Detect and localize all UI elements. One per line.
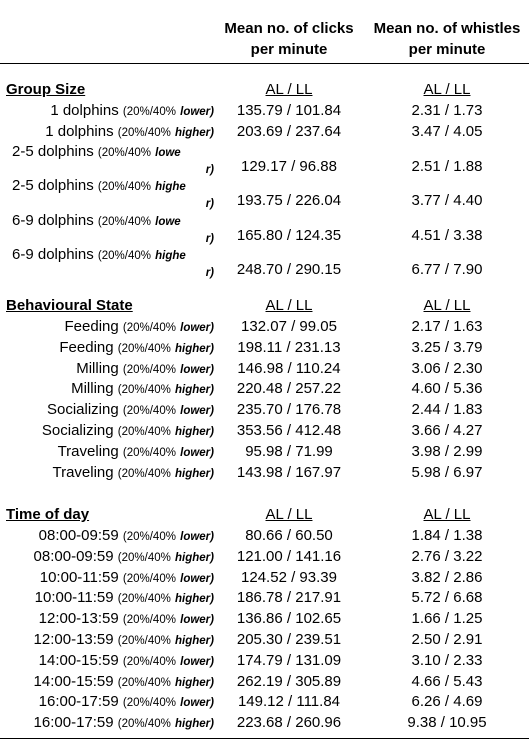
percent-label: (20%/40% [122, 446, 176, 459]
percent-label: (20%/40% [122, 614, 176, 627]
whistles-value: 2.44 / 1.83 [411, 401, 483, 419]
level-label: lowe [155, 146, 181, 159]
clicks-value: 143.98 / 167.97 [236, 463, 342, 481]
level-label-cont: r) [205, 198, 214, 211]
level-label: higher) [175, 676, 214, 689]
section-title: Time of day [6, 506, 90, 523]
whistles-value: 2.17 / 1.63 [411, 318, 483, 335]
whistles-value: 5.98 / 6.97 [411, 463, 483, 481]
group-name: Feeding [64, 318, 119, 335]
whistles-value: 3.98 / 2.99 [411, 442, 483, 460]
percent-label: (20%/40% [97, 250, 151, 263]
clicks-value: 165.80 / 124.35 [236, 226, 342, 244]
whistles-value: 2.51 / 1.88 [411, 157, 483, 175]
whistles-value: 2.31 / 1.73 [411, 102, 483, 119]
group-name: 16:00-17:59 [33, 714, 114, 732]
percent-label: (20%/40% [117, 718, 171, 731]
group-name: Milling [76, 359, 119, 377]
level-label: lower) [180, 572, 214, 585]
clicks-value: 132.07 / 99.05 [241, 318, 337, 335]
clicks-value: 205.30 / 239.51 [236, 631, 342, 648]
header-whistles: Mean no. of whistles per minute [373, 20, 521, 58]
level-label: lower) [180, 614, 214, 627]
percent-label: (20%/40% [117, 384, 171, 397]
level-label: higher) [175, 718, 214, 731]
group-name: 1 dolphins [45, 122, 114, 140]
percent-label: (20%/40% [117, 676, 171, 689]
row-label [4, 177, 214, 213]
row-label-line1 [4, 212, 214, 231]
level-label: higher) [175, 342, 214, 355]
row-label-line1 [4, 177, 214, 196]
clicks-value: 235.70 / 176.78 [236, 401, 342, 419]
percent-label: (20%/40% [117, 593, 171, 606]
row-label [4, 401, 214, 420]
level-label: higher) [175, 384, 214, 397]
row-label [4, 652, 214, 671]
level-label: highe [155, 250, 186, 263]
clicks-value: 193.75 / 226.04 [236, 192, 342, 210]
row-label [4, 631, 214, 650]
row-label [4, 246, 214, 282]
clicks-value: 223.68 / 260.96 [236, 714, 342, 732]
row-label [4, 589, 214, 608]
whistles-value: 3.47 / 4.05 [411, 122, 483, 140]
percent-label: (20%/40% [117, 635, 171, 647]
row-label [4, 318, 214, 337]
level-label: higher) [175, 126, 214, 139]
row-label [4, 123, 214, 142]
whistles-value: 1.66 / 1.25 [411, 610, 483, 628]
percent-label: (20%/40% [122, 572, 176, 585]
whistles-value: 4.51 / 3.38 [411, 226, 483, 244]
level-label: lowe [155, 215, 181, 228]
percent-label: (20%/40% [117, 126, 171, 139]
group-name: Feeding [59, 338, 114, 356]
clicks-value: 220.48 / 257.22 [236, 380, 342, 398]
group-name: 14:00-15:59 [33, 672, 114, 690]
clicks-value: 135.79 / 101.84 [236, 102, 342, 119]
group-name: 6-9 dolphins [12, 211, 94, 229]
clicks-subheader: AL / LL [265, 297, 313, 314]
header-rule [0, 63, 529, 64]
percent-label: (20%/40% [122, 697, 176, 710]
row-label [4, 380, 214, 399]
clicks-subheader: AL / LL [265, 81, 313, 98]
percent-label: (20%/40% [117, 426, 171, 438]
whistles-value: 3.66 / 4.27 [411, 422, 483, 439]
section-title: Group Size [6, 81, 86, 98]
row-label [4, 143, 214, 179]
row-label [4, 673, 214, 692]
row-label [4, 102, 214, 121]
whistles-value: 3.10 / 2.33 [411, 651, 483, 669]
bottom-rule [0, 738, 529, 739]
whistles-value: 2.76 / 3.22 [411, 547, 483, 565]
section-title: Behavioural State [6, 297, 133, 314]
group-name: 08:00-09:59 [33, 547, 114, 565]
row-label [4, 610, 214, 629]
level-label: lower) [180, 446, 214, 459]
whistles-value: 9.38 / 10.95 [407, 714, 487, 732]
group-name: 2-5 dolphins [12, 177, 94, 195]
percent-label: (20%/40% [97, 181, 151, 194]
whistles-value: 2.50 / 2.91 [411, 631, 483, 648]
whistles-value: 5.72 / 6.68 [411, 589, 483, 607]
whistles-value: 3.25 / 3.79 [411, 338, 483, 356]
whistles-value: 3.77 / 4.40 [411, 192, 483, 210]
row-label [4, 339, 214, 358]
percent-label: (20%/40% [122, 531, 176, 543]
group-name: 2-5 dolphins [12, 142, 94, 160]
row-label [4, 569, 214, 588]
clicks-value: 186.78 / 217.91 [236, 589, 342, 607]
row-label [4, 527, 214, 546]
group-name: Milling [71, 380, 114, 398]
clicks-value: 129.17 / 96.88 [241, 157, 337, 175]
row-label [4, 714, 214, 733]
whistles-subheader: AL / LL [423, 297, 471, 314]
whistles-subheader: AL / LL [423, 81, 471, 98]
clicks-subheader: AL / LL [265, 506, 313, 523]
whistles-value: 6.26 / 4.69 [411, 693, 483, 711]
header-clicks: Mean no. of clicks per minute [224, 20, 354, 58]
level-label: lower) [180, 106, 214, 118]
clicks-value: 146.98 / 110.24 [237, 359, 341, 377]
group-name: 1 dolphins [50, 102, 119, 119]
clicks-value: 203.69 / 237.64 [236, 122, 342, 140]
percent-label: (20%/40% [122, 322, 176, 334]
level-label: lower) [180, 697, 214, 710]
clicks-value: 136.86 / 102.65 [236, 610, 342, 628]
level-label-cont: r) [205, 232, 214, 245]
level-label: lower) [180, 405, 214, 418]
clicks-value: 248.70 / 290.15 [236, 261, 342, 279]
group-name: Traveling [57, 442, 119, 460]
whistles-value: 3.82 / 2.86 [411, 568, 483, 586]
percent-label: (20%/40% [122, 106, 176, 118]
percent-label: (20%/40% [122, 655, 176, 668]
row-label [4, 464, 214, 483]
level-label: highe [155, 181, 186, 194]
group-name: 10:00-11:59 [34, 589, 114, 607]
percent-label: (20%/40% [122, 405, 176, 418]
row-label [4, 422, 214, 441]
group-name: Socializing [41, 422, 114, 439]
clicks-value: 80.66 / 60.50 [245, 527, 333, 544]
whistles-value: 3.06 / 2.30 [411, 359, 483, 377]
group-name: 10:00-11:59 [39, 568, 119, 586]
group-name: 14:00-15:59 [38, 651, 119, 669]
percent-label: (20%/40% [97, 146, 151, 159]
percent-label: (20%/40% [97, 215, 151, 228]
percent-label: (20%/40% [122, 363, 176, 376]
whistles-value: 1.84 / 1.38 [411, 527, 483, 544]
group-name: Socializing [47, 401, 119, 419]
clicks-value: 149.12 / 111.84 [237, 693, 341, 711]
clicks-value: 95.98 / 71.99 [245, 442, 333, 460]
level-label: lower) [180, 363, 214, 376]
level-label: higher) [175, 551, 214, 564]
clicks-value: 198.11 / 231.13 [237, 338, 341, 356]
group-name: 12:00-13:59 [38, 610, 119, 628]
row-label [4, 212, 214, 248]
level-label: higher) [175, 635, 214, 647]
clicks-value: 124.52 / 93.39 [241, 568, 337, 586]
row-label [4, 548, 214, 567]
level-label: lower) [180, 322, 214, 334]
level-label: higher) [175, 426, 214, 438]
clicks-value: 174.79 / 131.09 [236, 651, 342, 669]
percent-label: (20%/40% [117, 467, 171, 480]
group-name: Traveling [52, 463, 114, 481]
level-label: lower) [180, 655, 214, 668]
row-label [4, 360, 214, 379]
clicks-value: 353.56 / 412.48 [236, 422, 342, 439]
level-label: lower) [180, 531, 214, 543]
row-label-line1 [4, 143, 214, 162]
percent-label: (20%/40% [117, 342, 171, 355]
clicks-value: 262.19 / 305.89 [236, 672, 342, 690]
row-label [4, 443, 214, 462]
whistles-subheader: AL / LL [423, 506, 471, 523]
whistles-value: 4.66 / 5.43 [411, 672, 483, 690]
whistles-value: 6.77 / 7.90 [411, 261, 483, 279]
level-label: higher) [175, 467, 214, 480]
group-name: 6-9 dolphins [12, 246, 94, 264]
row-label [4, 693, 214, 712]
group-name: 12:00-13:59 [33, 631, 114, 648]
clicks-value: 121.00 / 141.16 [236, 547, 342, 565]
group-name: 08:00-09:59 [38, 527, 119, 544]
level-label: higher) [175, 593, 214, 606]
level-label-cont: r) [205, 267, 214, 280]
group-name: 16:00-17:59 [38, 693, 119, 711]
row-label-line1 [4, 246, 214, 265]
level-label-cont: r) [205, 163, 214, 176]
percent-label: (20%/40% [117, 551, 171, 564]
whistles-value: 4.60 / 5.36 [411, 380, 483, 398]
